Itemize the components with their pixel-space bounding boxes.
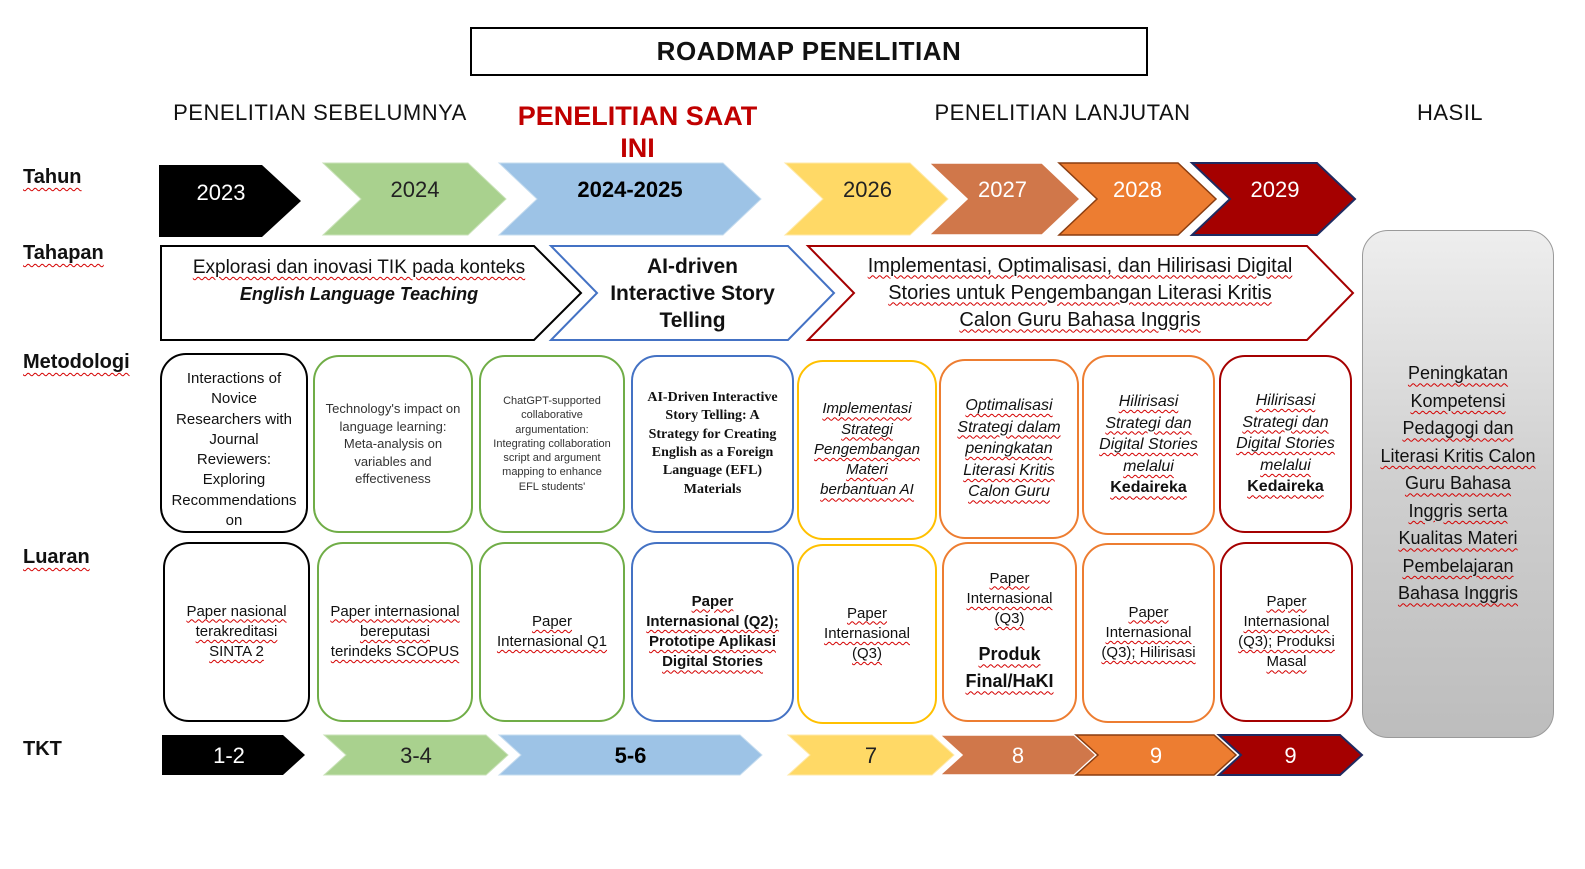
methodology-card-7 — [1082, 355, 1215, 535]
row-label-methodology: Metodologi — [23, 351, 130, 373]
stage-previous-line2: English Language Teaching — [239, 284, 479, 304]
row-label-output: Luaran — [23, 546, 90, 568]
section-result: HASIL — [1416, 100, 1484, 125]
output-card-6 — [942, 542, 1077, 722]
year-2026: 2026 — [843, 177, 892, 202]
output-card-7 — [1082, 543, 1215, 723]
output-card-2 — [317, 542, 473, 722]
tkt-1: 1-2 — [213, 743, 245, 768]
methodology-bold-8: Kedaireka — [1247, 478, 1324, 496]
output-text-4: Paper Internasional (Q2); Prototipe Aplikasi Digital Stories — [646, 592, 779, 671]
methodology-text-1: Interactions of Novice Researchers with Journal Reviewers: Exploring Recommendations on — [171, 370, 297, 529]
methodology-card-3 — [479, 355, 625, 533]
methodology-bold-7: Kedaireka — [1110, 479, 1187, 497]
year-2024-2025: 2024-2025 — [577, 177, 683, 202]
row-label-year: Tahun — [23, 166, 82, 188]
methodology-card-4 — [631, 355, 794, 533]
tkt-3: 5-6 — [614, 743, 647, 768]
section-future: PENELITIAN LANJUTAN — [934, 100, 1191, 125]
tkt-4: 7 — [864, 743, 878, 768]
stage-current-label: AI-driven Interactive Story Telling — [610, 254, 775, 332]
output-text-8: Paper Internasional (Q3); Produksi Masal — [1238, 592, 1335, 671]
section-previous: PENELITIAN SEBELUMNYA — [173, 100, 467, 125]
tkt-7: 9 — [1284, 743, 1297, 768]
methodology-card-1 — [160, 353, 308, 533]
output-text-1: Paper nasional terakreditasi SINTA 2 — [186, 602, 287, 661]
output-text-5: Paper Internasional (Q3) — [824, 604, 910, 663]
stage-future — [860, 250, 1300, 336]
stage-future-label: Implementasi, Optimalisasi, dan Hilirisasi Digital Stories untuk Pengembangan Literasi Kritis Calon Guru Bahasa Inggris — [867, 254, 1293, 331]
methodology-text-7: Hilirisasi Strategi dan Digital Stories melalui — [1099, 393, 1198, 475]
methodology-card-5 — [797, 360, 937, 540]
output-card-5 — [797, 544, 937, 724]
row-label-stage: Tahapan — [23, 242, 104, 264]
methodology-text-3: ChatGPT-supported collaborative argumentation: Integrating collaboration script and argument mapping to enhance EFL students' — [493, 394, 611, 493]
methodology-card-6 — [939, 359, 1079, 539]
stage-previous — [170, 250, 548, 312]
output-card-8 — [1220, 542, 1353, 722]
methodology-text-6: Optimalisasi Strategi dalam peningkatan Literasi Kritis Calon Guru — [957, 397, 1061, 501]
year-2023: 2023 — [196, 180, 246, 205]
output-text-6: Paper Internasional (Q3) — [966, 569, 1053, 628]
year-2028: 2028 — [1113, 177, 1162, 202]
tkt-6: 9 — [1149, 743, 1163, 768]
year-2027: 2027 — [978, 177, 1027, 202]
result-text: Peningkatan Kompetensi Pedagogi dan Literasi Kritis Calon Guru Bahasa Inggris serta Kualitas Materi Pembelajaran Bahasa Inggris — [1380, 363, 1536, 604]
output-text-2: Paper internasional bereputasi terindeks SCOPUS — [330, 602, 460, 661]
section-current: PENELITIAN SAAT INI — [517, 101, 758, 163]
row-label-tkt: TKT — [23, 738, 62, 760]
output-card-1 — [163, 542, 310, 722]
output-bold-6: Produk Final/HaKI — [965, 644, 1054, 692]
stage-current — [605, 250, 780, 336]
output-card-3 — [479, 542, 625, 722]
roadmap-title: ROADMAP PENELITIAN — [470, 27, 1148, 76]
output-text-3: Paper Internasional Q1 — [496, 612, 608, 650]
methodology-card-8 — [1219, 355, 1352, 533]
year-2029: 2029 — [1250, 177, 1300, 202]
tkt-5: 8 — [1011, 743, 1025, 768]
stage-previous-line1: Explorasi dan inovasi TIK pada konteks — [192, 257, 526, 278]
year-2024: 2024 — [390, 177, 440, 202]
methodology-text-2: Technology's impact on language learning: Meta-analysis on variables and effectiveness — [325, 401, 461, 487]
result-box — [1362, 230, 1554, 738]
methodology-card-2 — [313, 355, 473, 533]
methodology-text-8: Hilirisasi Strategi dan Digital Stories melalui — [1236, 392, 1335, 474]
output-text-7: Paper Internasional (Q3); Hilirisasi — [1101, 603, 1196, 662]
tkt-2: 3-4 — [400, 743, 432, 768]
methodology-text-5: Implementasi Strategi Pengembangan Materi berbantuan AI — [814, 400, 920, 499]
output-card-4 — [631, 542, 794, 722]
methodology-text-4: AI-Driven Interactive Story Telling: A Strategy for Creating English as a Foreign Language (EFL) Materials — [647, 389, 778, 497]
